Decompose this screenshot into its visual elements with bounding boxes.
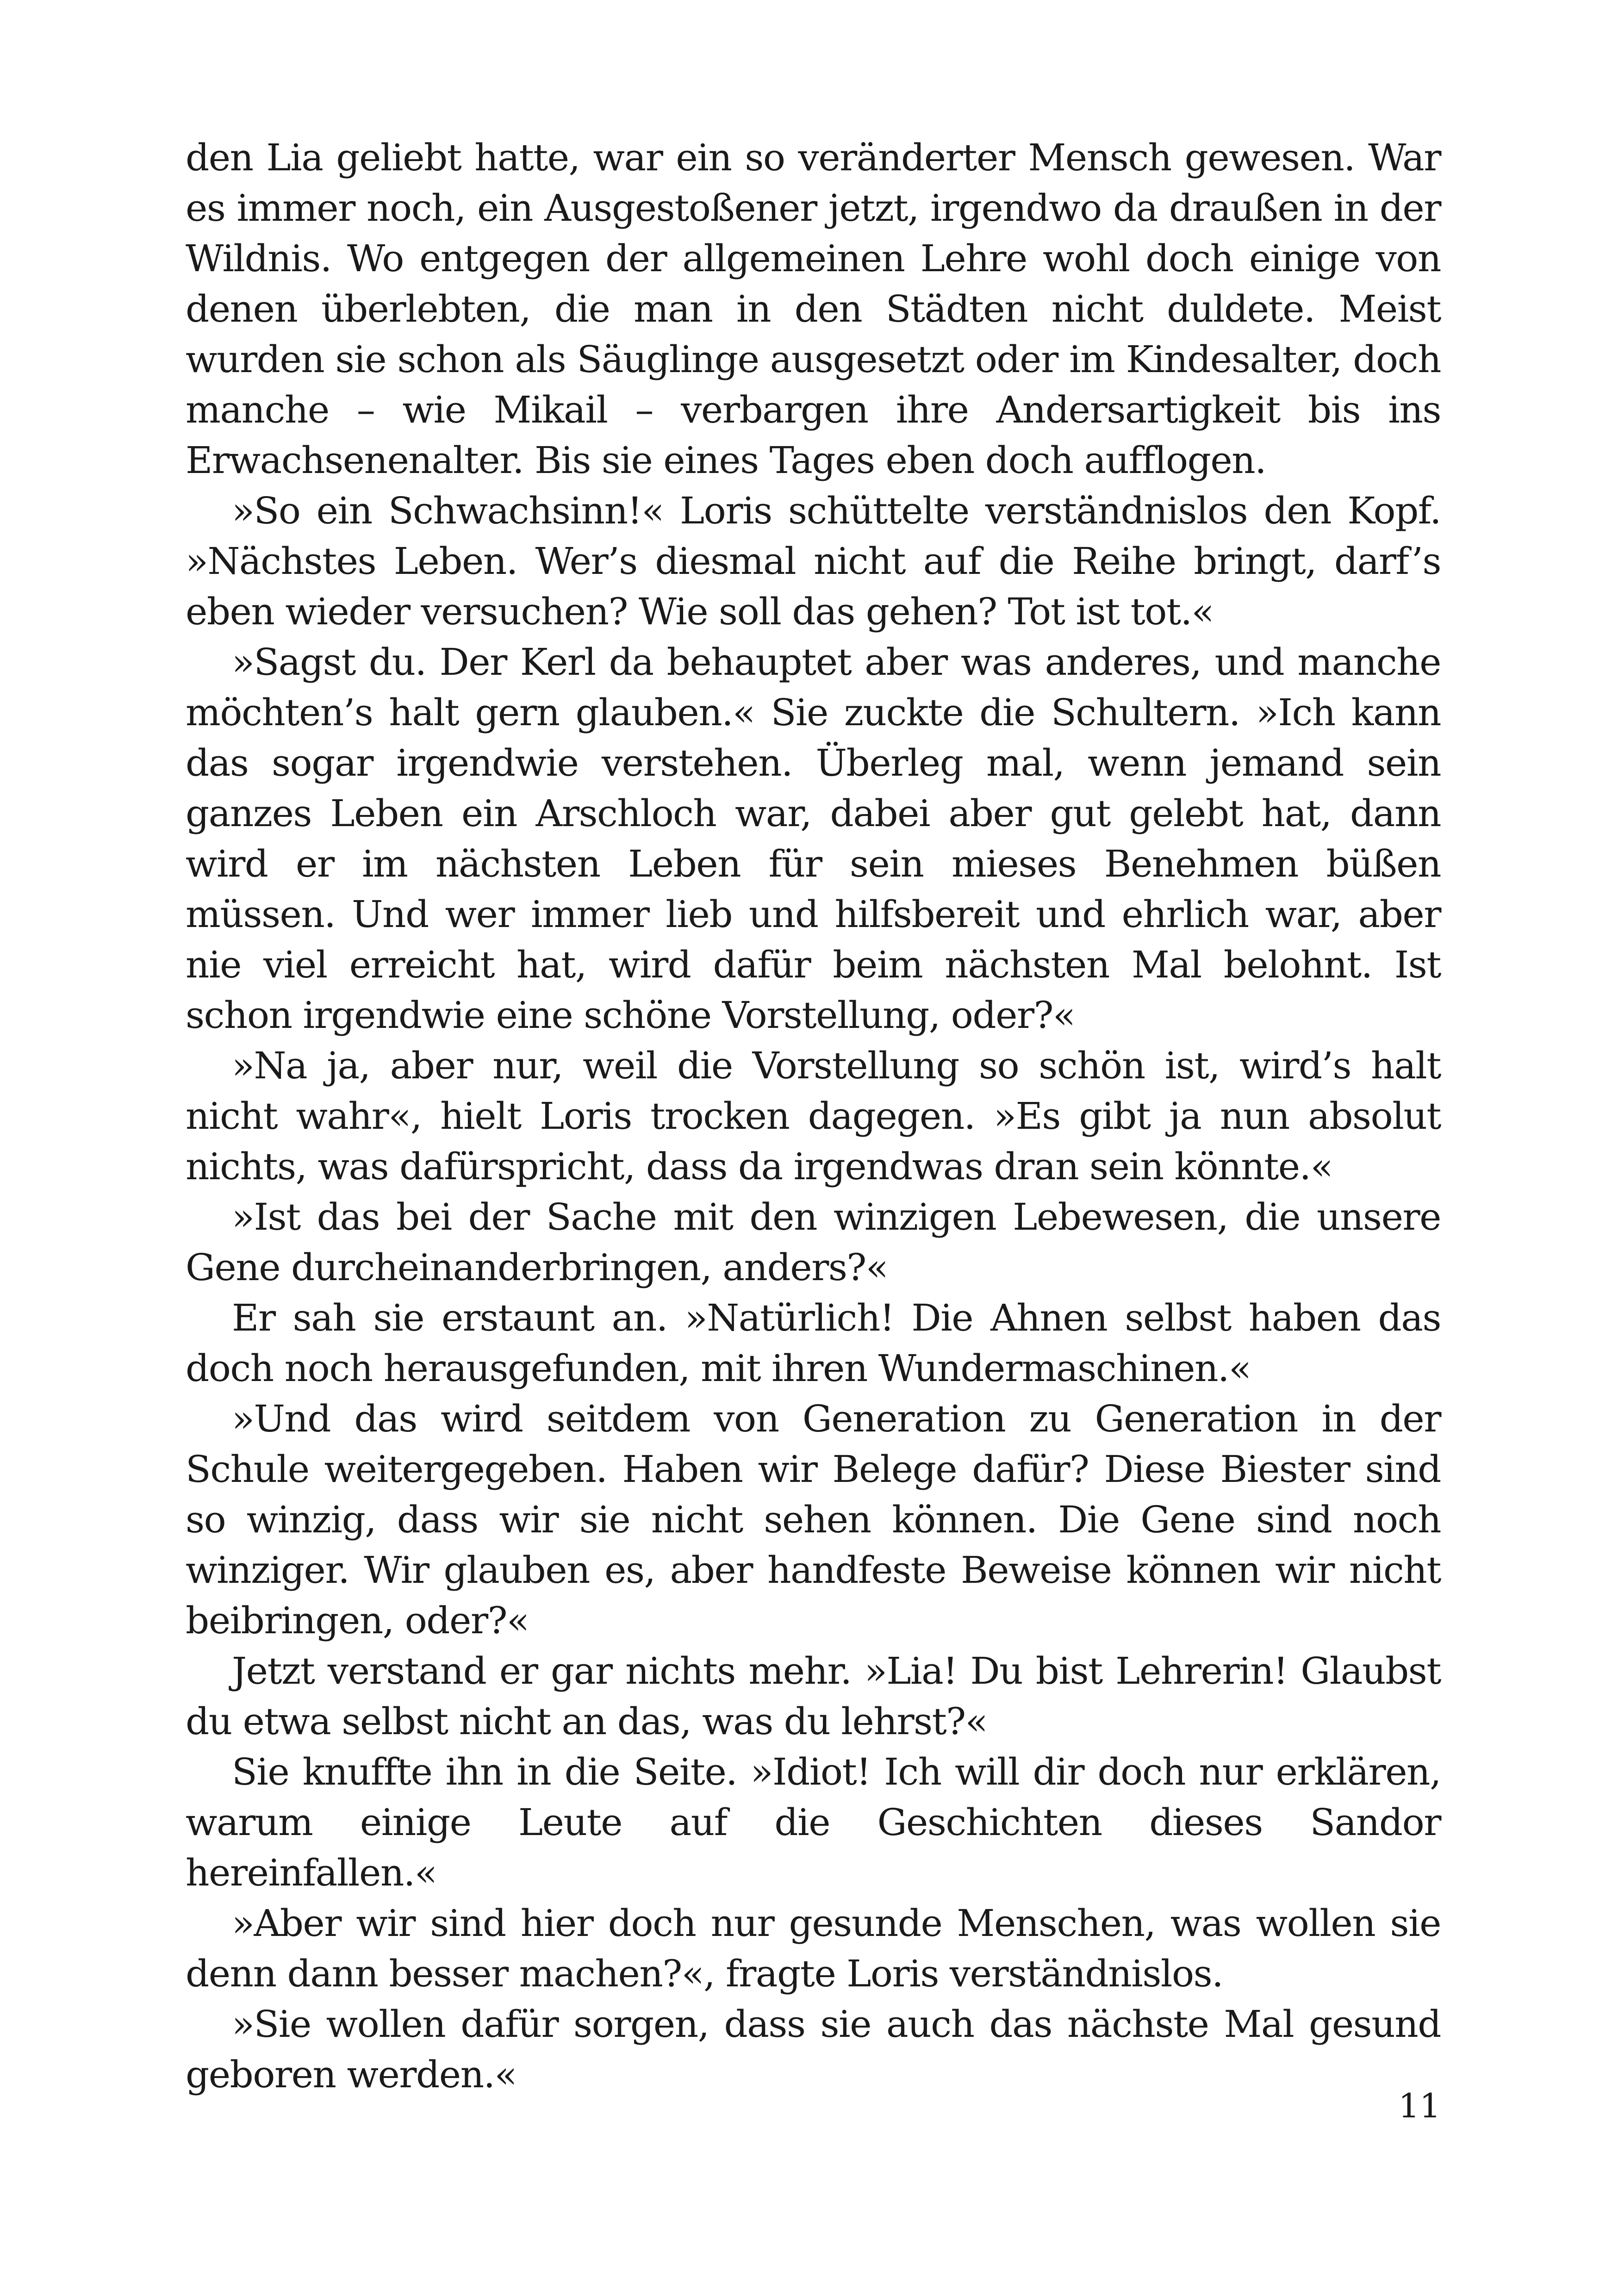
paragraph: »Sie wollen dafür sorgen, dass sie auch das nächste Mal gesund geboren werden.« [186, 2003, 1441, 2096]
paragraph: »Ist das bei der Sache mit den winzigen Lebewesen, die unsere Gene durcheinanderbringen, anders?« [186, 1195, 1441, 1289]
page-number: 11 [1398, 2086, 1441, 2125]
paragraph: »Und das wird seitdem von Generation zu Generation in der Schule weitergegeben. Haben wir Belege dafür? Diese Biester sind so winzig, dass wir sie nicht sehen können. Die Gene sind noch winziger. Wir glauben es, aber handfeste Beweise können wir nicht beibringen, oder?« [186, 1397, 1441, 1642]
paragraph: »Na ja, aber nur, weil die Vorstellung so schön ist, wird’s halt nicht wahr«, hielt Loris trocken dagegen. »Es gibt ja nun absolut nichts, was dafürspricht, dass da irgendwas dran sein könnte.« [186, 1044, 1441, 1188]
paragraph: »So ein Schwachsinn!« Loris schüttelte verständnislos den Kopf. »Nächstes Leben. Wer’s diesmal nicht auf die Reihe bringt, darf’s eben wieder versuchen? Wie soll das gehen? Tot ist tot.« [186, 489, 1441, 633]
paragraph: »Sagst du. Der Kerl da behauptet aber was anderes, und manche möchten’s halt gern glauben.« Sie zuckte die Schultern. »Ich kann das sogar irgendwie verstehen. Überleg mal, wenn jemand sein ganzes Leben ein Arschloch war, dabei aber gut gelebt hat, dann wird er im nächsten Leben für sein mieses Benehmen büßen müssen. Und wer immer lieb und hilfsbereit und ehrlich war, aber nie viel erreicht hat, wird dafür beim nächsten Mal belohnt. Ist schon irgendwie eine schöne Vorstellung, oder?« [186, 641, 1441, 1037]
paragraph: Jetzt verstand er gar nichts mehr. »Lia! Du bist Lehrerin! Glaubst du etwa selbst nicht an das, was du lehrst?« [186, 1649, 1441, 1743]
paragraph: »Aber wir sind hier doch nur gesunde Menschen, was wollen sie denn dann besser machen?«, fragte Loris verständnislos. [186, 1902, 1441, 1995]
body-text [186, 132, 1441, 2100]
paragraph: Er sah sie erstaunt an. »Natürlich! Die Ahnen selbst haben das doch noch herausgefunden, mit ihren Wundermaschinen.« [186, 1296, 1441, 1390]
paragraph: den Lia geliebt hatte, war ein so veränderter Mensch gewesen. War es immer noch, ein Ausgestoßener jetzt, irgendwo da draußen in der Wildnis. Wo entgegen der allgemeinen Lehre wohl doch einige von denen überlebten, die man in den Städten nicht duldete. Meist wurden sie schon als Säuglinge ausgesetzt oder im Kindesalter, doch manche – wie Mikail – verbargen ihre Andersartigkeit bis ins Erwachsenenalter. Bis sie eines Tages eben doch aufflogen. [186, 136, 1441, 482]
paragraph: Sie knuffte ihn in die Seite. »Idiot! Ich will dir doch nur erklären, warum einige Leute auf die Geschichten dieses Sandor hereinfallen.« [186, 1750, 1441, 1894]
